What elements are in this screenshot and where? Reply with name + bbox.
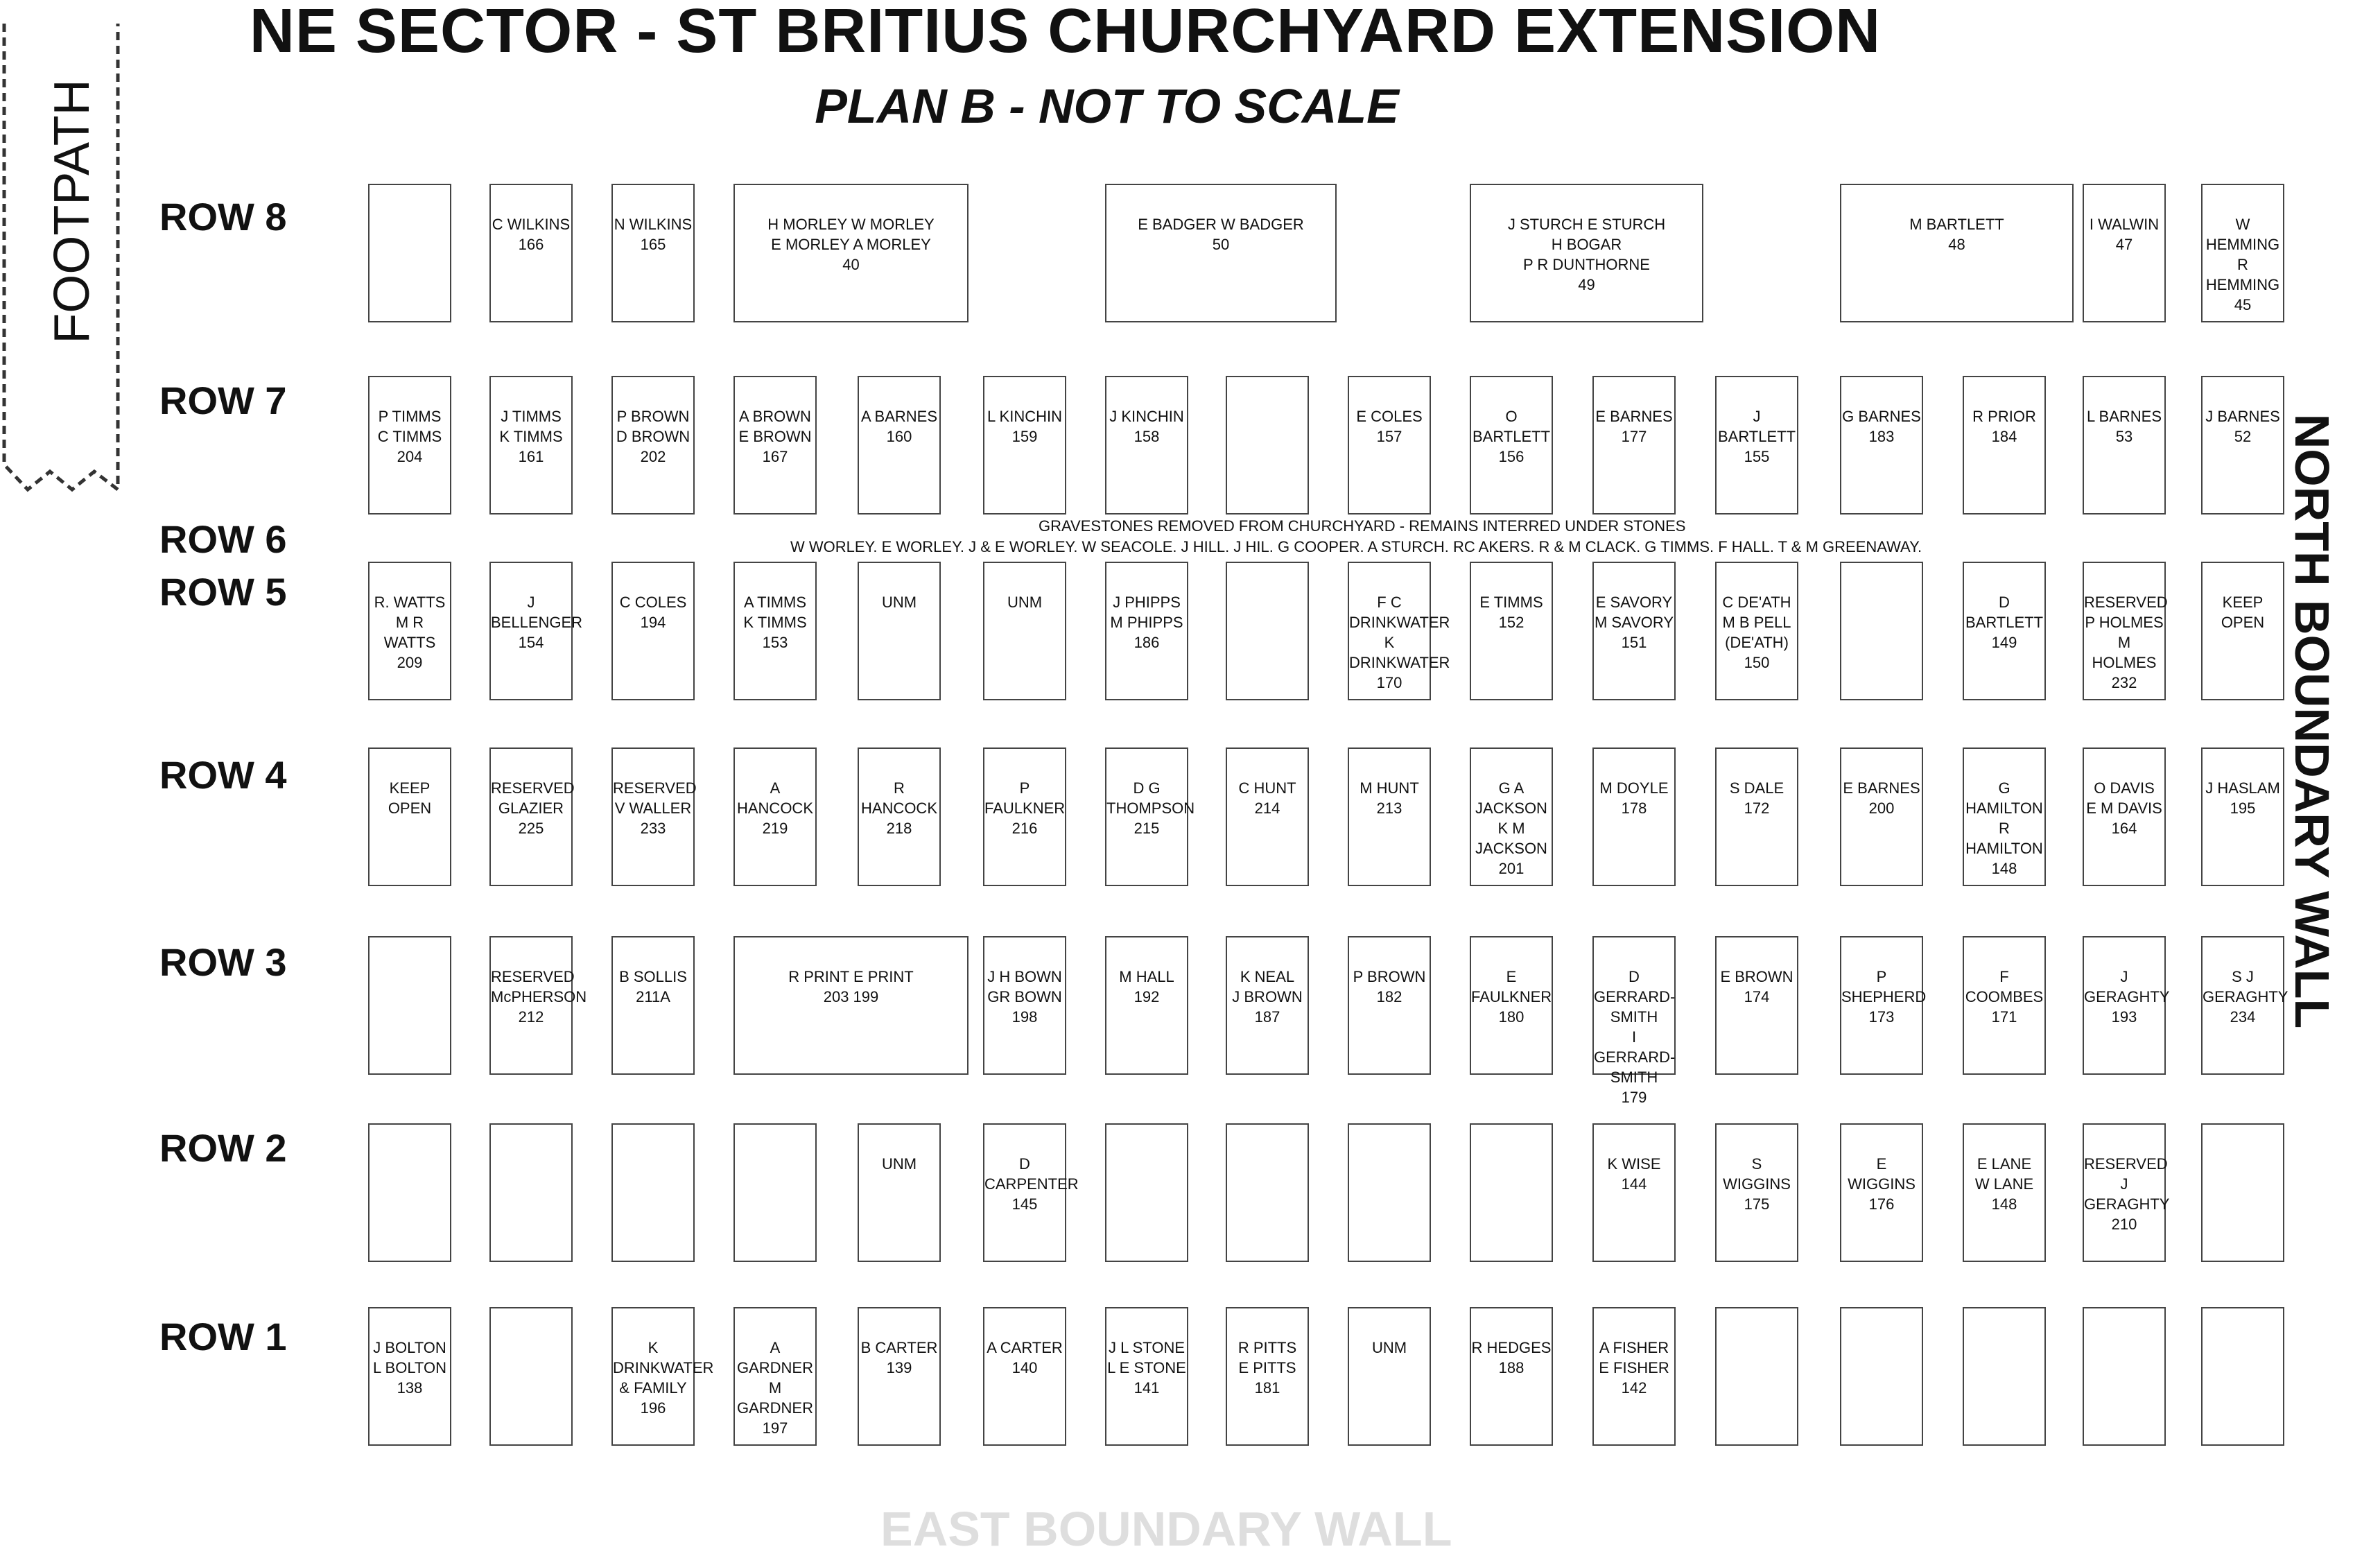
grave-plot: R PRINT E PRINT 203 199 xyxy=(733,936,968,1075)
grave-plot: RESERVED J GERAGHTY 210 xyxy=(2083,1123,2166,1262)
grave-plot: M HALL 192 xyxy=(1105,936,1188,1075)
page-subtitle: PLAN B - NOT TO SCALE xyxy=(815,79,1399,133)
grave-plot: F COOMBES 171 xyxy=(1963,936,2046,1075)
grave-plot: L KINCHIN 159 xyxy=(983,376,1066,515)
grave-plot: A FISHER E FISHER 142 xyxy=(1592,1307,1676,1446)
grave-plot: P TIMMS C TIMMS 204 xyxy=(368,376,451,515)
grave-plot xyxy=(1963,1307,2046,1446)
grave-plot xyxy=(2083,1307,2166,1446)
grave-plot xyxy=(1840,562,1923,700)
grave-plot: KEEP OPEN xyxy=(2201,562,2284,700)
grave-plot: E SAVORY M SAVORY 151 xyxy=(1592,562,1676,700)
grave-plot: D G THOMPSON 215 xyxy=(1105,747,1188,886)
grave-plot xyxy=(368,936,451,1075)
grave-plot xyxy=(368,1123,451,1262)
grave-plot: O DAVIS E M DAVIS 164 xyxy=(2083,747,2166,886)
grave-plot: A GARDNER M GARDNER 197 xyxy=(733,1307,817,1446)
grave-plot: R HEDGES 188 xyxy=(1470,1307,1553,1446)
grave-plot xyxy=(1840,1307,1923,1446)
grave-plot: J L STONE L E STONE 141 xyxy=(1105,1307,1188,1446)
grave-plot: O BARTLETT 156 xyxy=(1470,376,1553,515)
grave-plot: W HEMMING R HEMMING 45 xyxy=(2201,184,2284,322)
grave-plot: B SOLLIS 211A xyxy=(611,936,695,1075)
grave-plot: S DALE 172 xyxy=(1715,747,1798,886)
row6-note-names: W WORLEY. E WORLEY. J & E WORLEY. W SEACOLE. J HILL. J HIL. G COOPER. A STURCH. RC AKERS. R & M CLACK. G TIMMS. F HALL. T & M GREENAWAY. xyxy=(790,538,1922,555)
north-boundary-wall-label: NORTH BOUNDARY WALL xyxy=(2285,413,2339,1029)
grave-plot xyxy=(1105,1123,1188,1262)
grave-plot: C HUNT 214 xyxy=(1226,747,1309,886)
grave-plot: F C DRINKWATER K DRINKWATER 170 xyxy=(1348,562,1431,700)
page-title: NE SECTOR - ST BRITIUS CHURCHYARD EXTENSION xyxy=(249,0,1882,66)
footpath-marker xyxy=(0,21,125,499)
grave-plot: J TIMMS K TIMMS 161 xyxy=(489,376,573,515)
grave-plot: R PITTS E PITTS 181 xyxy=(1226,1307,1309,1446)
grave-plot: E BARNES 200 xyxy=(1840,747,1923,886)
grave-plot: M HUNT 213 xyxy=(1348,747,1431,886)
grave-plot: E TIMMS 152 xyxy=(1470,562,1553,700)
grave-plot: P SHEPHERD 173 xyxy=(1840,936,1923,1075)
grave-plot: R HANCOCK 218 xyxy=(858,747,941,886)
row-label: ROW 5 xyxy=(159,570,287,614)
grave-plot: A CARTER 140 xyxy=(983,1307,1066,1446)
grave-plot xyxy=(1470,1123,1553,1262)
grave-plot: J BELLENGER 154 xyxy=(489,562,573,700)
row-label: ROW 1 xyxy=(159,1315,287,1358)
grave-plot: UNM xyxy=(983,562,1066,700)
grave-plot: UNM xyxy=(858,562,941,700)
grave-plot xyxy=(1715,1307,1798,1446)
grave-plot xyxy=(1226,1123,1309,1262)
grave-plot: RESERVED McPHERSON 212 xyxy=(489,936,573,1075)
grave-plot: J KINCHIN 158 xyxy=(1105,376,1188,515)
grave-plot: M BARTLETT 48 xyxy=(1840,184,2074,322)
grave-plot: R PRIOR 184 xyxy=(1963,376,2046,515)
grave-plot: L BARNES 53 xyxy=(2083,376,2166,515)
grave-plot: D BARTLETT 149 xyxy=(1963,562,2046,700)
grave-plot: E WIGGINS 176 xyxy=(1840,1123,1923,1262)
grave-plot: C WILKINS 166 xyxy=(489,184,573,322)
grave-plot: P BROWN D BROWN 202 xyxy=(611,376,695,515)
grave-plot: M DOYLE 178 xyxy=(1592,747,1676,886)
grave-plot: J PHIPPS M PHIPPS 186 xyxy=(1105,562,1188,700)
row-label: ROW 7 xyxy=(159,379,287,422)
grave-plot: E COLES 157 xyxy=(1348,376,1431,515)
grave-plot: RESERVED V WALLER 233 xyxy=(611,747,695,886)
grave-plot: J H BOWN GR BOWN 198 xyxy=(983,936,1066,1075)
grave-plot: E BROWN 174 xyxy=(1715,936,1798,1075)
grave-plot: J BARTLETT 155 xyxy=(1715,376,1798,515)
row-label: ROW 6 xyxy=(159,517,287,561)
grave-plot: E BADGER W BADGER 50 xyxy=(1105,184,1337,322)
grave-plot xyxy=(368,184,451,322)
grave-plot: J BARNES 52 xyxy=(2201,376,2284,515)
grave-plot: B CARTER 139 xyxy=(858,1307,941,1446)
grave-plot: UNM xyxy=(858,1123,941,1262)
grave-plot: I WALWIN 47 xyxy=(2083,184,2166,322)
grave-plot: K DRINKWATER & FAMILY 196 xyxy=(611,1307,695,1446)
grave-plot: C COLES 194 xyxy=(611,562,695,700)
grave-plot: J STURCH E STURCH H BOGAR P R DUNTHORNE 49 xyxy=(1470,184,1703,322)
grave-plot xyxy=(1348,1123,1431,1262)
grave-plot: G BARNES 183 xyxy=(1840,376,1923,515)
row-label: ROW 8 xyxy=(159,195,287,239)
grave-plot: N WILKINS 165 xyxy=(611,184,695,322)
grave-plot: D GERRARD-SMITH I GERRARD-SMITH 179 xyxy=(1592,936,1676,1075)
grave-plot xyxy=(489,1123,573,1262)
grave-plot: S WIGGINS 175 xyxy=(1715,1123,1798,1262)
grave-plot: H MORLEY W MORLEY E MORLEY A MORLEY 40 xyxy=(733,184,968,322)
grave-plot: P FAULKNER 216 xyxy=(983,747,1066,886)
grave-plot: J HASLAM 195 xyxy=(2201,747,2284,886)
grave-plot: UNM xyxy=(1348,1307,1431,1446)
grave-plot: KEEP OPEN xyxy=(368,747,451,886)
grave-plot: E BARNES 177 xyxy=(1592,376,1676,515)
grave-plot xyxy=(2201,1307,2284,1446)
grave-plot: G A JACKSON K M JACKSON 201 xyxy=(1470,747,1553,886)
grave-plot: A BARNES 160 xyxy=(858,376,941,515)
grave-plot: K WISE 144 xyxy=(1592,1123,1676,1262)
grave-plot xyxy=(1226,562,1309,700)
row6-note-heading: GRAVESTONES REMOVED FROM CHURCHYARD - REMAINS INTERRED UNDER STONES xyxy=(1039,517,1686,535)
grave-plot: E LANE W LANE 148 xyxy=(1963,1123,2046,1262)
footpath-label: FOOTPATH xyxy=(44,79,100,344)
grave-plot: J BOLTON L BOLTON 138 xyxy=(368,1307,451,1446)
grave-plot: A HANCOCK 219 xyxy=(733,747,817,886)
grave-plot xyxy=(489,1307,573,1446)
row-label: ROW 4 xyxy=(159,753,287,797)
grave-plot: K NEAL J BROWN 187 xyxy=(1226,936,1309,1075)
grave-plot xyxy=(1226,376,1309,515)
grave-plot: P BROWN 182 xyxy=(1348,936,1431,1075)
grave-plot: RESERVED GLAZIER 225 xyxy=(489,747,573,886)
grave-plot xyxy=(733,1123,817,1262)
grave-plot: R. WATTS M R WATTS 209 xyxy=(368,562,451,700)
east-boundary-wall-label: EAST BOUNDARY WALL xyxy=(880,1502,1452,1556)
grave-plot xyxy=(2201,1123,2284,1262)
row-label: ROW 3 xyxy=(159,940,287,984)
grave-plot xyxy=(611,1123,695,1262)
grave-plot: S J GERAGHTY 234 xyxy=(2201,936,2284,1075)
row-label: ROW 2 xyxy=(159,1126,287,1170)
grave-plot: D CARPENTER 145 xyxy=(983,1123,1066,1262)
grave-plot: A BROWN E BROWN 167 xyxy=(733,376,817,515)
grave-plot: G HAMILTON R HAMILTON 148 xyxy=(1963,747,2046,886)
grave-plot: E FAULKNER 180 xyxy=(1470,936,1553,1075)
grave-plot: A TIMMS K TIMMS 153 xyxy=(733,562,817,700)
grave-plot: RESERVED P HOLMES M HOLMES 232 xyxy=(2083,562,2166,700)
grave-plot: C DE'ATH M B PELL (DE'ATH) 150 xyxy=(1715,562,1798,700)
grave-plot: J GERAGHTY 193 xyxy=(2083,936,2166,1075)
